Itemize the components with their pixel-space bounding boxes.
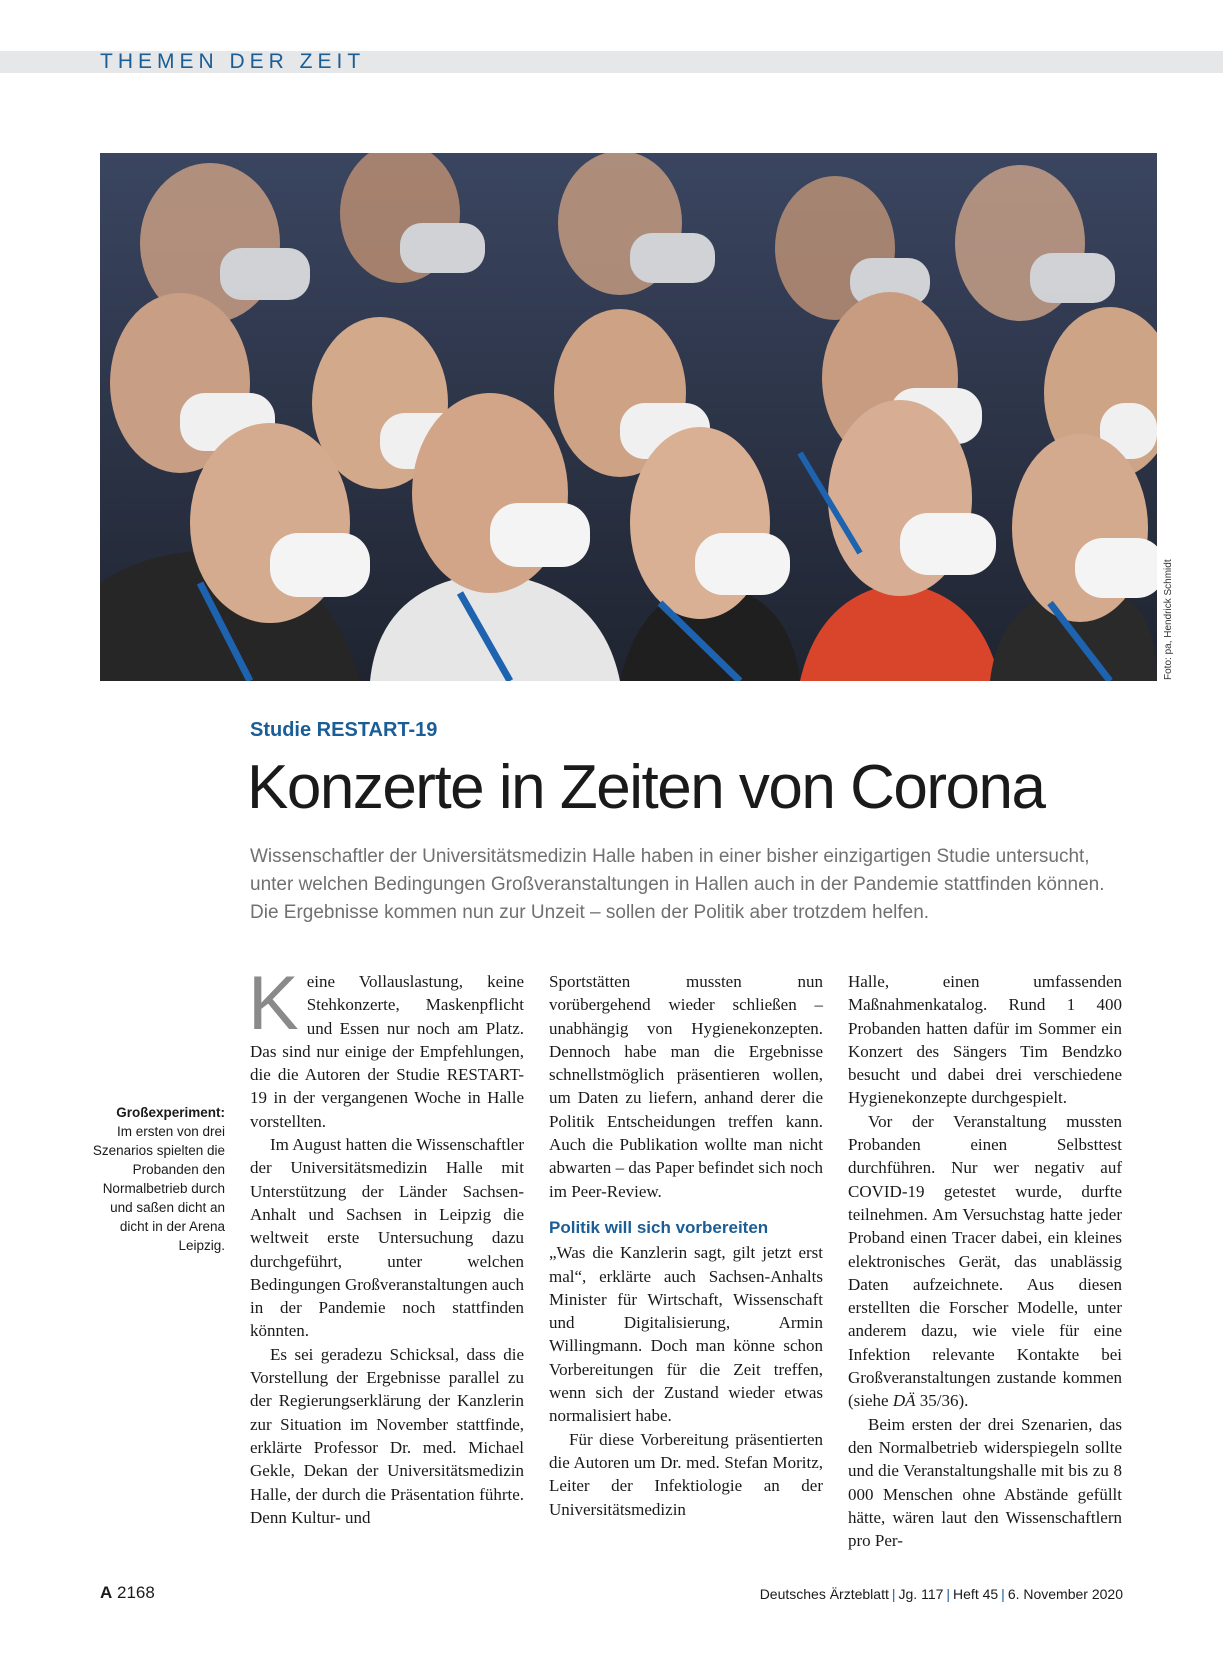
- body-paragraph: „Was die Kanzlerin sagt, gilt jetzt erst mal“, erklärte auch Sachsen-Anhalts Minister für Wirtschaft, Wissenschaft und Digitalisierung, Armin Willingmann. Doch man könne schon Vorbereitungen für die Zeit treffen, wenn sich der Zustand wieder etwas normalisiert habe.: [549, 1243, 823, 1426]
- page-prefix: A: [100, 1583, 113, 1602]
- journal-abbrev: DÄ: [892, 1391, 916, 1411]
- separator: |: [1001, 1586, 1005, 1602]
- body-column-3: [848, 970, 1122, 1552]
- body-paragraph: Für diese Vorbereitung präsentierten die Autoren um Dr. med. Stefan Moritz, Leiter der Infektiologie an der Universitätsmedizin: [549, 1429, 823, 1519]
- body-paragraph: Beim ersten der drei Szenarien, das den Normalbetrieb widerspiegeln sollte und die Veranstaltungshalle mit bis zu 8 000 Menschen ohne Abstände gefüllt hätte, wären laut den Wissenschaftlern pro Per-: [848, 1414, 1122, 1551]
- footer-citation: [760, 1586, 1123, 1602]
- separator: |: [946, 1586, 951, 1602]
- caption-text: Im ersten von drei Szenarios spielten die Probanden den Normalbetrieb durch und saßen dicht an dicht in der Arena Leipzig.: [92, 1124, 225, 1253]
- body-paragraph: Es sei geradezu Schicksal, dass die Vorstellung der Ergebnisse parallel zu der Regierungserklärung der Kanzlerin zur Situation im November stattfinde, erklärte Professor Dr. med. Michael Gekle, Dekan der Universitätsmedizin Halle, der durch die Präsentation führte. Denn Kultur- und: [250, 1344, 524, 1527]
- journal-volume: Jg. 117: [898, 1586, 944, 1602]
- body-paragraph: Im August hatten die Wissenschaftler der Universitätsmedizin Halle mit Unterstützung der Länder Sachsen-Anhalt und Sachsen in Leipzig die weltweit erste Untersuchung dazu durchgeführt, unter welchen Bedingungen Großveranstaltungen auch in der Pandemie noch stattfinden könnten.: [250, 1135, 524, 1341]
- body-paragraph: Sportstätten mussten nun vorübergehend wieder schließen – unabhängig von Hygienekonzepten. Dennoch habe man die Ergebnisse schnellstmöglich präsentieren wollen, um Daten zu liefern, anhand derer die Politik Entscheidungen treffen kann. Auch die Publikation wollte man nicht abwarten – das Paper befindet sich noch im Peer-Review.: [549, 972, 823, 1201]
- body-paragraph: Halle, einen umfassenden Maßnahmenkatalog. Rund 1 400 Probanden hatten dafür im Sommer ein Konzert des Sängers Tim Bendzko besucht und dabei drei verschiedene Hygienekonzepte durchgespielt.: [848, 972, 1122, 1108]
- article-headline: Konzerte in Zeiten von Corona: [247, 753, 1045, 822]
- article-kicker: Studie RESTART-19: [250, 719, 438, 741]
- section-label: THEMEN DER ZEIT: [100, 50, 366, 73]
- drop-cap: K: [248, 961, 299, 1046]
- body-paragraph: [248, 961, 524, 1133]
- journal-issue: Heft 45: [953, 1586, 999, 1602]
- paragraph-text: Vor der Veranstaltung mussten Probanden einen Selbsttest durchführen. Nur wer negativ auf COVID-19 getestet wurde, durfte teilnehmen. Am Versuchstag hatte jeder Proband einen Tracer dabei, ein kleines elektronisches Gerät, das unablässig Daten aufzeichnete. Aus diesen erstellten die Forscher Modelle, unter anderem dazu, wie viele für eine Infektion relevante Kontakte bei Großveranstaltungen zustande kommen (siehe: [848, 1111, 1122, 1411]
- body-column-1: [248, 961, 524, 1529]
- paragraph-text: eine Vollauslastung, keine Stehkonzerte, Maskenpflicht und Essen nur noch am Platz. Das sind nur einige der Empfehlungen, die die Autoren der Studie RESTART-19 in der vergangenen Woche in Halle vorstellten.: [250, 972, 524, 1131]
- section-subhead: Politik will sich vorbereiten: [549, 1217, 769, 1237]
- journal-name: Deutsches Ärzteblatt: [759, 1586, 889, 1602]
- separator: |: [891, 1586, 896, 1602]
- body-paragraph: [848, 1110, 1122, 1413]
- page-number-value: 2168: [117, 1583, 155, 1602]
- article-photo: [100, 153, 1157, 681]
- article-teaser: Wissenschaftler der Universitätsmedizin Halle haben in einer bisher einzigartigen Studie untersucht, unter welchen Bedingungen Großveranstaltungen in Hallen auch in der Pandemie stattfinden können. Die Ergebnisse kommen nun zur Unzeit – sollen der Politik aber trotzdem helfen.: [250, 846, 1105, 923]
- page-number: [100, 1583, 155, 1603]
- paragraph-text: 35/36).: [915, 1391, 969, 1411]
- photo-caption: [92, 1103, 225, 1255]
- photo-credit: Foto: pa, Hendrick Schmidt: [1163, 559, 1174, 680]
- body-column-2: [549, 970, 823, 1521]
- audience-photo-illustration: [100, 153, 1157, 681]
- publication-date: 6. November 2020: [1007, 1586, 1123, 1602]
- caption-lead: Großexperiment:: [116, 1105, 225, 1120]
